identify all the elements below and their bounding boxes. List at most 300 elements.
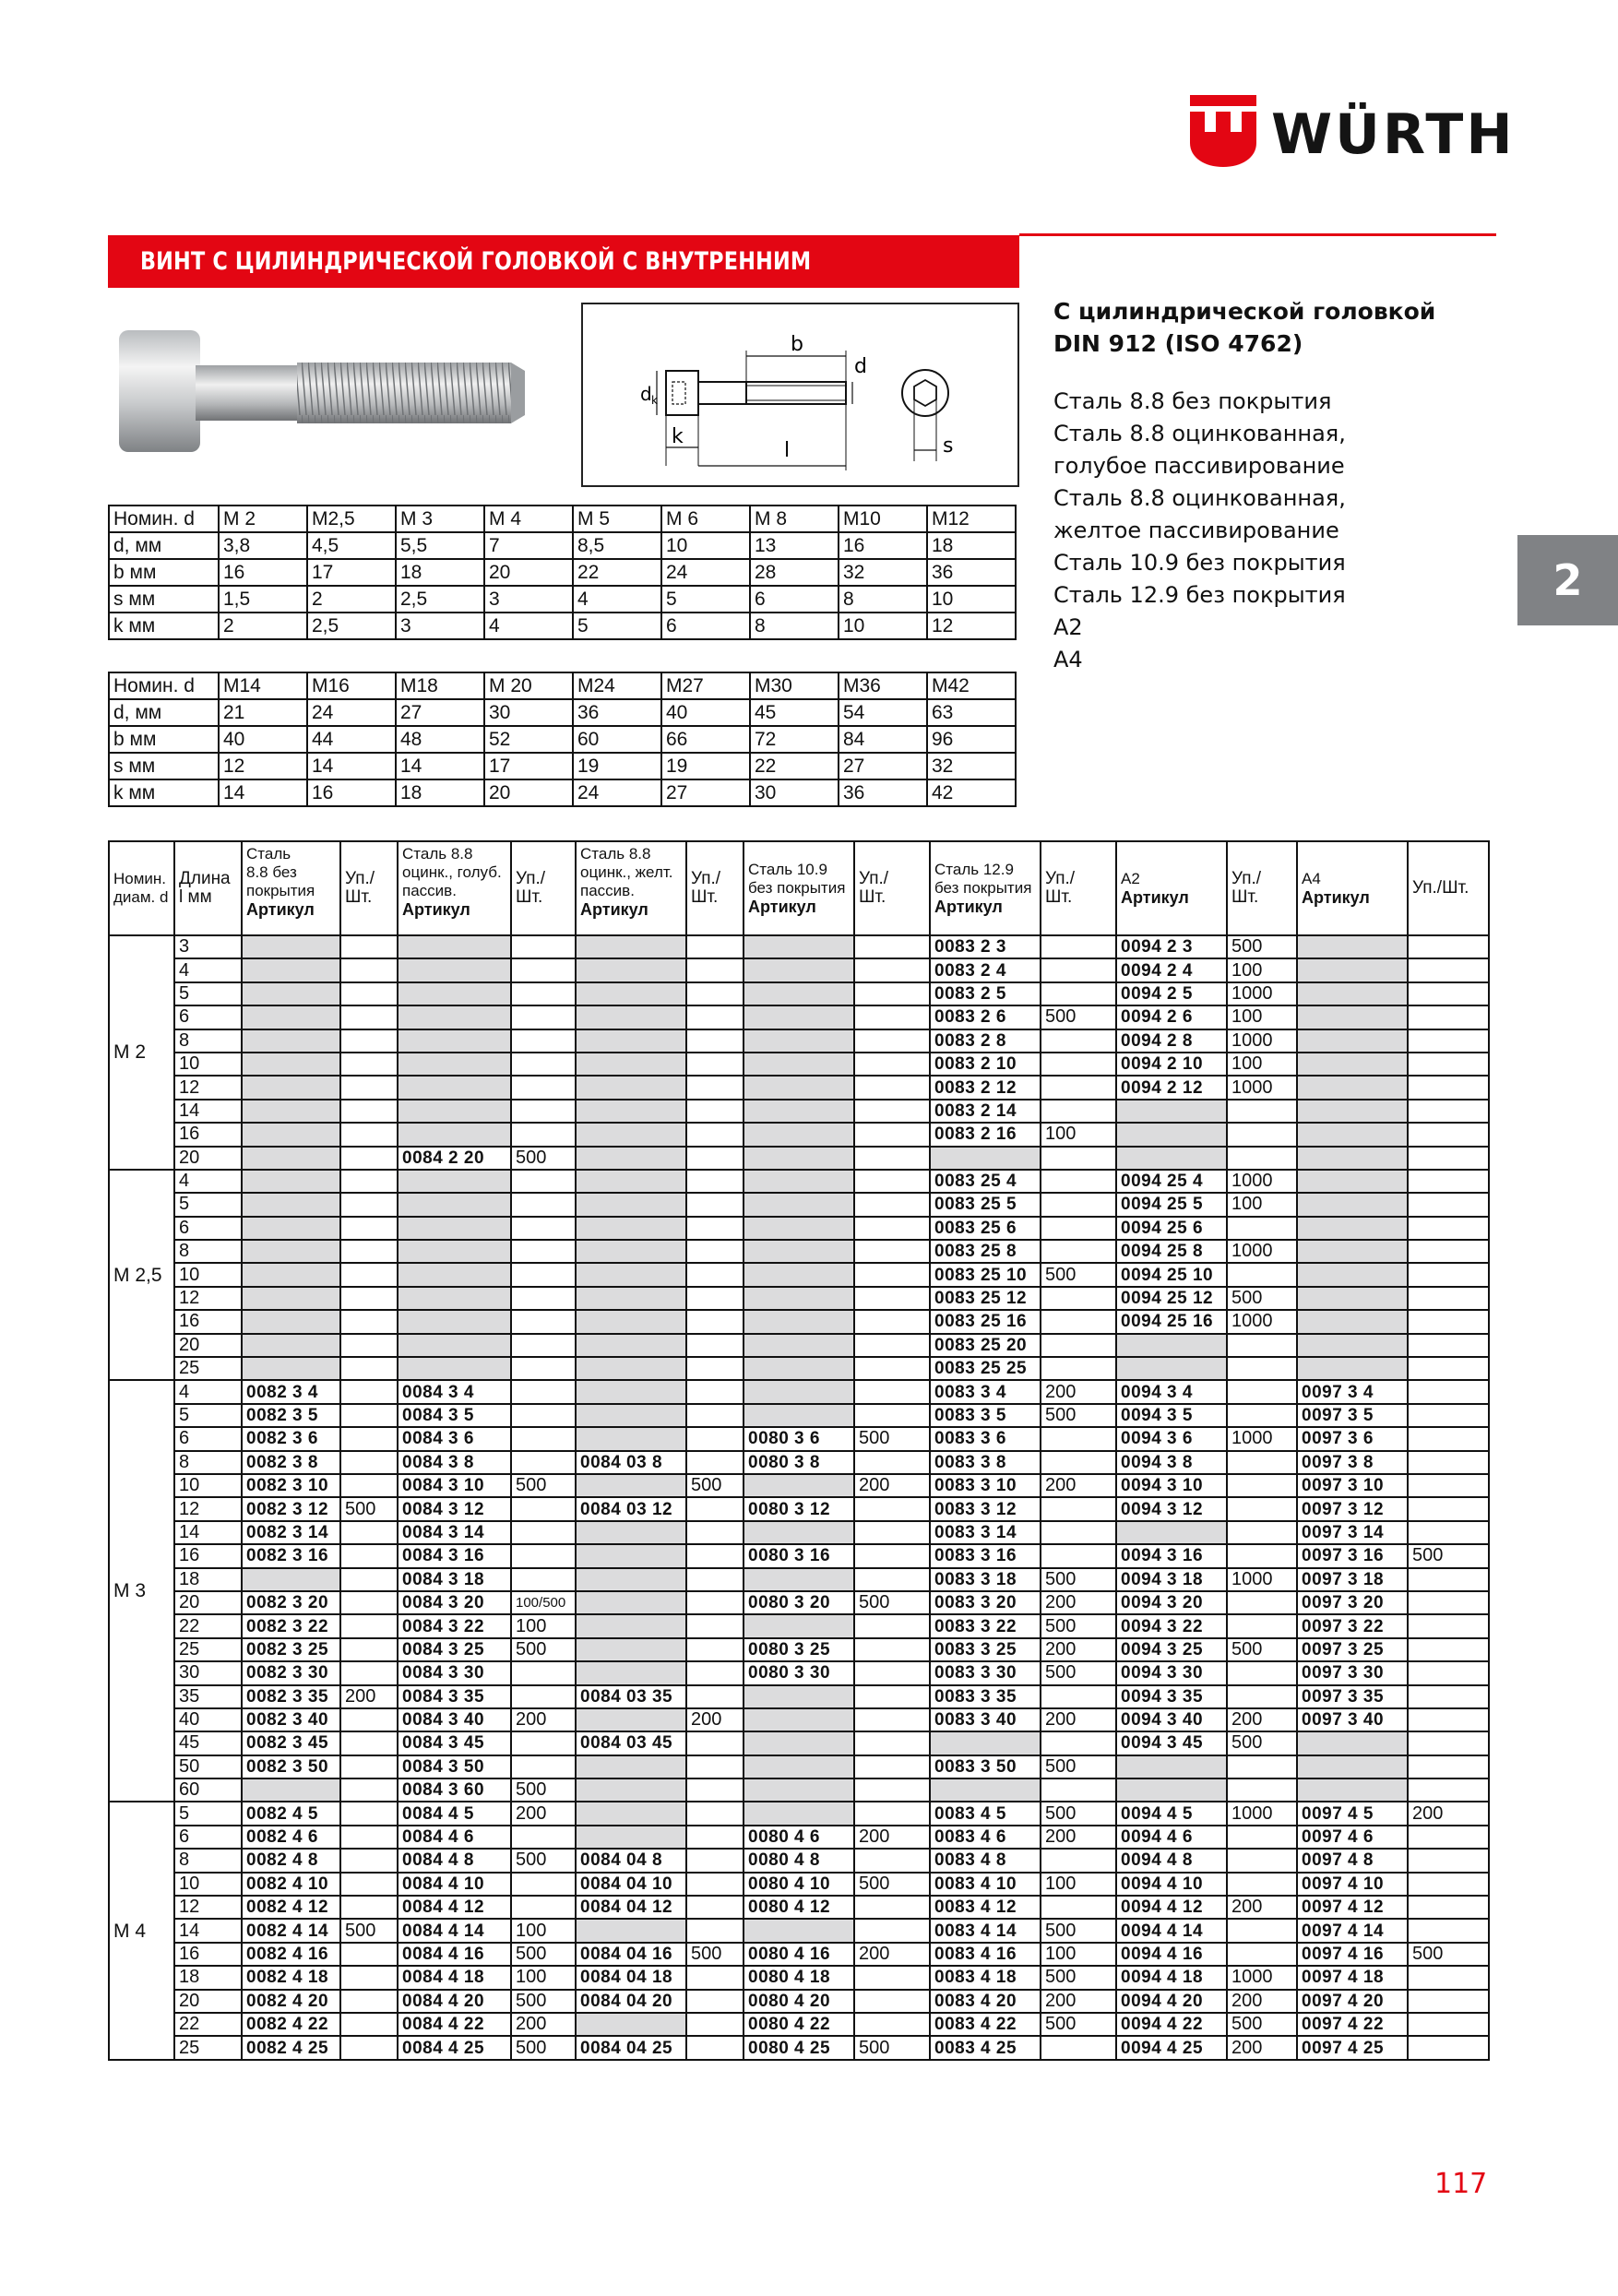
article-cell bbox=[576, 1919, 686, 1942]
dim-value: 2 bbox=[307, 586, 396, 613]
article-cell: 0082 4 22 bbox=[242, 2013, 340, 2036]
article-cell: 0083 2 14 bbox=[930, 1100, 1041, 1123]
table-row bbox=[109, 1990, 1489, 2013]
dim-value: 32 bbox=[839, 559, 927, 586]
article-cell bbox=[1297, 958, 1408, 981]
article-cell bbox=[1116, 1357, 1227, 1380]
article-cell bbox=[242, 1005, 340, 1029]
pack-cell bbox=[1041, 1521, 1116, 1544]
pack-cell: 100 bbox=[1227, 1005, 1297, 1029]
pack-cell bbox=[1041, 1170, 1116, 1193]
table-row bbox=[109, 1731, 1489, 1755]
dim-value: 8,5 bbox=[573, 532, 661, 559]
article-cell bbox=[242, 1147, 340, 1170]
pack-cell bbox=[854, 1005, 930, 1029]
article-cell: 0084 03 8 bbox=[576, 1451, 686, 1474]
pack-cell bbox=[1408, 1380, 1489, 1403]
pack-cell bbox=[854, 1029, 930, 1053]
pack-cell bbox=[511, 1521, 576, 1544]
article-cell bbox=[744, 1005, 854, 1029]
pack-cell bbox=[340, 1638, 398, 1661]
pack-cell: 200 bbox=[1227, 2036, 1297, 2059]
article-cell bbox=[744, 1029, 854, 1053]
pack-cell bbox=[854, 1521, 930, 1544]
pack-cell bbox=[340, 1334, 398, 1357]
header-nominal: Номин. диам. d bbox=[109, 841, 174, 935]
pack-cell bbox=[686, 1404, 744, 1427]
article-cell: 0084 04 8 bbox=[576, 1849, 686, 1872]
pack-cell bbox=[854, 1123, 930, 1146]
pack-cell: 500 bbox=[511, 2036, 576, 2059]
article-cell bbox=[1116, 1334, 1227, 1357]
article-cell: 0084 3 8 bbox=[398, 1451, 511, 1474]
pack-cell bbox=[1408, 1873, 1489, 1896]
pack-cell bbox=[511, 1310, 576, 1333]
article-cell: 0083 4 16 bbox=[930, 1943, 1041, 1966]
pack-cell: 200 bbox=[1227, 1990, 1297, 2013]
article-cell bbox=[744, 1919, 854, 1942]
article-cell: 0082 3 8 bbox=[242, 1451, 340, 1474]
table-row bbox=[109, 1053, 1489, 1076]
article-cell: 0083 2 3 bbox=[930, 935, 1041, 958]
article-cell: 0097 4 6 bbox=[1297, 1826, 1408, 1849]
article-table bbox=[108, 840, 1490, 2061]
dim-value: 3 bbox=[396, 613, 484, 639]
pack-cell bbox=[1041, 1731, 1116, 1755]
pack-cell bbox=[1041, 1076, 1116, 1099]
article-cell: 0084 04 25 bbox=[576, 2036, 686, 2059]
pack-cell bbox=[1408, 1896, 1489, 1919]
length-cell: 22 bbox=[174, 2013, 242, 2036]
pack-cell bbox=[1408, 1123, 1489, 1146]
pack-cell bbox=[854, 1170, 930, 1193]
article-cell: 0082 3 40 bbox=[242, 1708, 340, 1731]
pack-cell bbox=[1041, 1357, 1116, 1380]
length-cell: 16 bbox=[174, 1310, 242, 1333]
table-row bbox=[109, 1076, 1489, 1099]
pack-cell bbox=[340, 1380, 398, 1403]
pack-cell: 200 bbox=[1041, 1474, 1116, 1497]
pack-cell bbox=[686, 1310, 744, 1333]
article-cell bbox=[744, 1685, 854, 1708]
pack-cell bbox=[854, 1919, 930, 1942]
dim-value: 21 bbox=[219, 699, 307, 726]
length-cell: 5 bbox=[174, 1404, 242, 1427]
dim-value: 16 bbox=[307, 779, 396, 806]
dim-value: M24 bbox=[573, 672, 661, 699]
pack-cell: 500 bbox=[511, 1638, 576, 1661]
article-cell: 0097 4 14 bbox=[1297, 1919, 1408, 1942]
dimension-table-1 bbox=[108, 505, 1017, 640]
pack-cell bbox=[511, 1731, 576, 1755]
article-cell: 0084 04 16 bbox=[576, 1943, 686, 1966]
article-cell bbox=[576, 1614, 686, 1637]
pack-cell bbox=[686, 1873, 744, 1896]
article-cell bbox=[1297, 1147, 1408, 1170]
dim-value: 14 bbox=[307, 753, 396, 779]
dim-value: 6 bbox=[750, 586, 839, 613]
dim-value: 63 bbox=[927, 699, 1016, 726]
article-cell: 0084 4 8 bbox=[398, 1849, 511, 1872]
pack-cell bbox=[686, 1849, 744, 1872]
table-row bbox=[109, 1451, 1489, 1474]
dim-value: 16 bbox=[219, 559, 307, 586]
pack-cell bbox=[340, 1966, 398, 1989]
pack-cell: 500 bbox=[511, 1474, 576, 1497]
article-cell: 0083 3 22 bbox=[930, 1614, 1041, 1637]
header-length: Длина l мм bbox=[174, 841, 242, 935]
pack-cell bbox=[340, 1474, 398, 1497]
article-cell: 0094 3 45 bbox=[1116, 1731, 1227, 1755]
pack-cell: 500 bbox=[1041, 1919, 1116, 1942]
pack-cell bbox=[854, 1334, 930, 1357]
pack-cell bbox=[686, 2013, 744, 2036]
article-cell: 0094 2 4 bbox=[1116, 958, 1227, 981]
article-cell: 0083 4 18 bbox=[930, 1966, 1041, 1989]
article-cell: 0097 4 16 bbox=[1297, 1943, 1408, 1966]
pack-cell bbox=[686, 958, 744, 981]
article-cell: 0084 04 12 bbox=[576, 1896, 686, 1919]
pack-cell bbox=[1408, 958, 1489, 981]
dim-value: 10 bbox=[661, 532, 750, 559]
article-cell bbox=[576, 1661, 686, 1684]
material-item: голубое пассивирование bbox=[1053, 453, 1345, 479]
article-cell bbox=[576, 1591, 686, 1614]
dim-b-label: b bbox=[791, 333, 803, 356]
pack-cell: 1000 bbox=[1227, 1076, 1297, 1099]
pack-cell: 100 bbox=[1227, 958, 1297, 981]
dim-value: 36 bbox=[839, 779, 927, 806]
pack-cell bbox=[686, 1896, 744, 1919]
article-cell: 0083 3 4 bbox=[930, 1380, 1041, 1403]
article-cell: 0082 3 45 bbox=[242, 1731, 340, 1755]
pack-cell bbox=[1408, 1521, 1489, 1544]
article-cell: 0084 03 12 bbox=[576, 1497, 686, 1520]
article-cell bbox=[930, 1779, 1041, 1802]
article-cell bbox=[744, 1802, 854, 1825]
dim-row-label: Номин. d bbox=[109, 506, 219, 532]
article-cell bbox=[576, 1357, 686, 1380]
article-cell bbox=[242, 1053, 340, 1076]
dim-dk-sub: k bbox=[651, 394, 658, 407]
pack-cell bbox=[1041, 1779, 1116, 1802]
pack-cell bbox=[1408, 1474, 1489, 1497]
dim-l-label: l bbox=[784, 439, 791, 462]
pack-cell bbox=[686, 1826, 744, 1849]
length-cell: 14 bbox=[174, 1521, 242, 1544]
material-item: Сталь 10.9 без покрытия bbox=[1053, 550, 1346, 576]
pack-cell bbox=[686, 1755, 744, 1779]
article-cell bbox=[744, 1779, 854, 1802]
header-pack: Уп./ Шт. bbox=[511, 841, 576, 935]
article-cell bbox=[398, 1029, 511, 1053]
dim-value: M18 bbox=[396, 672, 484, 699]
article-cell bbox=[398, 1287, 511, 1310]
length-cell: 14 bbox=[174, 1100, 242, 1123]
dim-value: 48 bbox=[396, 726, 484, 753]
length-cell: 12 bbox=[174, 1287, 242, 1310]
dim-value: 18 bbox=[396, 559, 484, 586]
section-tab[interactable]: 2 bbox=[1517, 535, 1618, 625]
pack-cell: 500 bbox=[1041, 2013, 1116, 2036]
article-cell: 0082 4 12 bbox=[242, 1896, 340, 1919]
dim-value: M 20 bbox=[484, 672, 573, 699]
pack-cell bbox=[854, 1802, 930, 1825]
table-row bbox=[109, 1638, 1489, 1661]
article-cell: 0094 4 10 bbox=[1116, 1873, 1227, 1896]
dim-value: 2 bbox=[219, 613, 307, 639]
pack-cell: 500 bbox=[686, 1474, 744, 1497]
article-cell: 0084 3 20 bbox=[398, 1591, 511, 1614]
pack-cell: 500 bbox=[511, 1849, 576, 1872]
pack-cell bbox=[854, 958, 930, 981]
pack-cell bbox=[511, 958, 576, 981]
pack-cell: 500 bbox=[854, 2036, 930, 2059]
dim-row-label: d, мм bbox=[109, 532, 219, 559]
pack-cell bbox=[686, 1591, 744, 1614]
pack-cell bbox=[1408, 1240, 1489, 1263]
pack-cell bbox=[1227, 1873, 1297, 1896]
article-cell: 0084 4 16 bbox=[398, 1943, 511, 1966]
article-cell: 0084 3 50 bbox=[398, 1755, 511, 1779]
article-cell: 0083 25 4 bbox=[930, 1170, 1041, 1193]
dim-value: 27 bbox=[396, 699, 484, 726]
pack-cell bbox=[854, 1568, 930, 1591]
pack-cell bbox=[1408, 982, 1489, 1005]
article-cell bbox=[398, 1053, 511, 1076]
article-cell bbox=[576, 958, 686, 981]
technical-drawing bbox=[581, 303, 1019, 487]
pack-cell bbox=[854, 1357, 930, 1380]
pack-cell: 500 bbox=[1041, 1614, 1116, 1637]
header-pack: Уп./Шт. bbox=[1408, 841, 1489, 935]
dim-row bbox=[109, 753, 1016, 779]
pack-cell bbox=[1041, 958, 1116, 981]
article-cell: 0094 25 8 bbox=[1116, 1240, 1227, 1263]
length-cell: 5 bbox=[174, 1802, 242, 1825]
pack-cell bbox=[340, 1802, 398, 1825]
length-cell: 25 bbox=[174, 2036, 242, 2059]
article-cell: 0083 4 8 bbox=[930, 1849, 1041, 1872]
length-cell: 50 bbox=[174, 1755, 242, 1779]
pack-cell bbox=[1041, 1685, 1116, 1708]
article-cell bbox=[242, 1334, 340, 1357]
dim-value: 4 bbox=[484, 613, 573, 639]
article-cell: 0084 4 12 bbox=[398, 1896, 511, 1919]
pack-cell: 200 bbox=[1227, 1896, 1297, 1919]
table-row bbox=[109, 1591, 1489, 1614]
article-cell bbox=[576, 1521, 686, 1544]
page-title: ВИНТ С ЦИЛИНДРИЧЕСКОЙ ГОЛОВКОЙ С ВНУТРЕННИМ bbox=[139, 247, 812, 276]
article-cell bbox=[1297, 1170, 1408, 1193]
article-cell: 0083 25 12 bbox=[930, 1287, 1041, 1310]
article-cell: 0083 4 14 bbox=[930, 1919, 1041, 1942]
pack-cell bbox=[340, 1451, 398, 1474]
pack-cell bbox=[854, 1380, 930, 1403]
table-row bbox=[109, 1849, 1489, 1872]
pack-cell: 1000 bbox=[1227, 1802, 1297, 1825]
title-bar bbox=[108, 235, 1019, 288]
pack-cell: 200 bbox=[511, 1802, 576, 1825]
pack-cell bbox=[511, 1755, 576, 1779]
pack-cell bbox=[854, 2013, 930, 2036]
article-cell: 0083 2 5 bbox=[930, 982, 1041, 1005]
article-cell: 0084 04 10 bbox=[576, 1873, 686, 1896]
pack-cell bbox=[1408, 1334, 1489, 1357]
article-cell bbox=[1297, 1005, 1408, 1029]
pack-cell bbox=[340, 1826, 398, 1849]
article-cell: 0082 3 30 bbox=[242, 1661, 340, 1684]
length-cell: 12 bbox=[174, 1896, 242, 1919]
pack-cell: 100 bbox=[1041, 1873, 1116, 1896]
article-cell: 0080 4 20 bbox=[744, 1990, 854, 2013]
header-steel88-yellow: Сталь 8.8 оцинк., желт. пассив. Артикул bbox=[576, 841, 686, 935]
length-cell: 60 bbox=[174, 1779, 242, 1802]
article-cell bbox=[1116, 1147, 1227, 1170]
pack-cell bbox=[854, 1147, 930, 1170]
dim-value: 17 bbox=[307, 559, 396, 586]
wurth-logo bbox=[1190, 95, 1516, 169]
article-cell: 0084 3 25 bbox=[398, 1638, 511, 1661]
pack-cell bbox=[511, 1685, 576, 1708]
length-cell: 3 bbox=[174, 935, 242, 958]
article-cell bbox=[744, 1755, 854, 1779]
pack-cell bbox=[511, 1873, 576, 1896]
pack-cell bbox=[1041, 1100, 1116, 1123]
pack-cell bbox=[1227, 1497, 1297, 1520]
pack-cell bbox=[1408, 1217, 1489, 1240]
table-row bbox=[109, 1310, 1489, 1333]
pack-cell bbox=[340, 1076, 398, 1099]
pack-cell bbox=[686, 1544, 744, 1567]
material-item: Сталь 8.8 без покрытия bbox=[1053, 388, 1332, 414]
article-cell: 0084 4 10 bbox=[398, 1873, 511, 1896]
pack-cell bbox=[1408, 1966, 1489, 1989]
article-cell: 0084 4 18 bbox=[398, 1966, 511, 1989]
article-cell: 0083 2 6 bbox=[930, 1005, 1041, 1029]
dim-value: 84 bbox=[839, 726, 927, 753]
pack-cell bbox=[1408, 1100, 1489, 1123]
pack-cell: 500 bbox=[511, 1943, 576, 1966]
article-cell: 0097 3 10 bbox=[1297, 1474, 1408, 1497]
article-cell: 0094 3 10 bbox=[1116, 1474, 1227, 1497]
article-cell bbox=[576, 1170, 686, 1193]
table-row bbox=[109, 1100, 1489, 1123]
dim-value: 24 bbox=[661, 559, 750, 586]
article-cell: 0084 3 30 bbox=[398, 1661, 511, 1684]
pack-cell: 200 bbox=[1227, 1708, 1297, 1731]
pack-cell: 500 bbox=[686, 1943, 744, 1966]
article-cell bbox=[242, 1076, 340, 1099]
pack-cell: 500 bbox=[340, 1497, 398, 1520]
pack-cell: 500 bbox=[1041, 1005, 1116, 1029]
dim-value: 18 bbox=[396, 779, 484, 806]
article-cell: 0083 3 40 bbox=[930, 1708, 1041, 1731]
pack-cell: 500 bbox=[854, 1591, 930, 1614]
article-cell bbox=[930, 1731, 1041, 1755]
article-cell: 0084 4 20 bbox=[398, 1990, 511, 2013]
dim-row-label: s мм bbox=[109, 586, 219, 613]
pack-cell bbox=[686, 1287, 744, 1310]
article-cell: 0083 3 8 bbox=[930, 1451, 1041, 1474]
dim-value: 60 bbox=[573, 726, 661, 753]
pack-cell bbox=[1408, 1427, 1489, 1450]
dim-row bbox=[109, 586, 1016, 613]
dim-value: 28 bbox=[750, 559, 839, 586]
article-cell bbox=[576, 1053, 686, 1076]
pack-cell bbox=[1408, 1404, 1489, 1427]
dimension-table-2 bbox=[108, 672, 1017, 807]
dim-row bbox=[109, 672, 1016, 699]
pack-cell bbox=[686, 935, 744, 958]
pack-cell bbox=[1227, 1217, 1297, 1240]
length-cell: 4 bbox=[174, 1170, 242, 1193]
article-cell: 0080 4 25 bbox=[744, 2036, 854, 2059]
pack-cell bbox=[1227, 1685, 1297, 1708]
pack-cell bbox=[1041, 1427, 1116, 1450]
article-cell bbox=[576, 1310, 686, 1333]
material-item: A2 bbox=[1053, 614, 1083, 640]
dim-row bbox=[109, 699, 1016, 726]
article-cell: 0097 3 20 bbox=[1297, 1591, 1408, 1614]
article-cell bbox=[398, 1100, 511, 1123]
length-cell: 10 bbox=[174, 1474, 242, 1497]
pack-cell bbox=[511, 1826, 576, 1849]
header-steel88: Сталь 8.8 без покрытия Артикул bbox=[242, 841, 340, 935]
article-cell: 0094 25 6 bbox=[1116, 1217, 1227, 1240]
article-cell: 0080 3 12 bbox=[744, 1497, 854, 1520]
article-cell: 0084 3 6 bbox=[398, 1427, 511, 1450]
pack-cell: 500 bbox=[511, 1779, 576, 1802]
nominal-diameter: M 2 bbox=[109, 935, 174, 1170]
pack-cell bbox=[1408, 1919, 1489, 1942]
article-cell: 0083 4 10 bbox=[930, 1873, 1041, 1896]
pack-cell bbox=[340, 1427, 398, 1450]
pack-cell bbox=[340, 935, 398, 958]
dim-value: M27 bbox=[661, 672, 750, 699]
article-cell bbox=[1297, 1731, 1408, 1755]
article-cell: 0083 25 5 bbox=[930, 1193, 1041, 1216]
table-row bbox=[109, 1287, 1489, 1310]
article-cell: 0097 3 16 bbox=[1297, 1544, 1408, 1567]
pack-cell: 100 bbox=[1041, 1943, 1116, 1966]
pack-cell bbox=[511, 1100, 576, 1123]
material-item: Сталь 12.9 без покрытия bbox=[1053, 582, 1346, 608]
dim-value: M42 bbox=[927, 672, 1016, 699]
pack-cell bbox=[511, 1334, 576, 1357]
dim-value: 2,5 bbox=[396, 586, 484, 613]
pack-cell bbox=[686, 1614, 744, 1637]
pack-cell bbox=[854, 935, 930, 958]
article-cell: 0094 4 12 bbox=[1116, 1896, 1227, 1919]
article-cell bbox=[398, 1123, 511, 1146]
article-cell bbox=[576, 1568, 686, 1591]
pack-cell bbox=[1227, 1404, 1297, 1427]
article-cell bbox=[1297, 1076, 1408, 1099]
article-cell: 0083 3 20 bbox=[930, 1591, 1041, 1614]
pack-cell bbox=[854, 1497, 930, 1520]
article-cell: 0084 3 35 bbox=[398, 1685, 511, 1708]
pack-cell bbox=[1408, 1263, 1489, 1286]
article-cell: 0094 25 16 bbox=[1116, 1310, 1227, 1333]
pack-cell bbox=[340, 1755, 398, 1779]
article-cell: 0094 3 25 bbox=[1116, 1638, 1227, 1661]
pack-cell bbox=[854, 1404, 930, 1427]
article-cell bbox=[242, 1568, 340, 1591]
dim-value: 6 bbox=[661, 613, 750, 639]
pack-cell bbox=[686, 1380, 744, 1403]
article-cell: 0083 2 16 bbox=[930, 1123, 1041, 1146]
